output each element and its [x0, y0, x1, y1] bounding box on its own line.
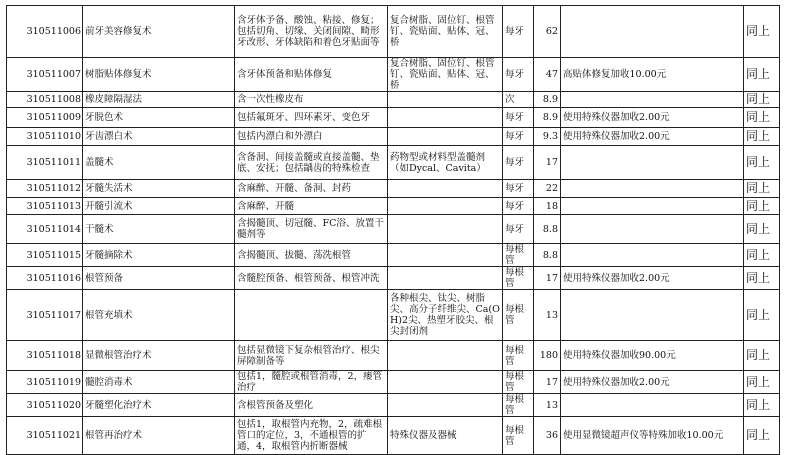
row-unit: 每牙	[503, 146, 534, 180]
table-row	[7, 146, 780, 180]
row-price: 13	[534, 290, 561, 341]
row-content: 含牙体予备、酸蚀、粘接、修复；包括切角、切缘、关闭间隙、畸形牙改形、牙体缺陷和着色牙贴面等	[235, 6, 388, 58]
row-price: 18	[534, 198, 561, 215]
row-excluded-material	[388, 341, 503, 371]
row-code: 310511019	[7, 371, 83, 394]
row-content: 含麻醉、开髓	[235, 198, 388, 215]
fee-table	[6, 5, 780, 455]
row-code: 310511014	[7, 215, 83, 244]
table-row	[7, 371, 780, 394]
row-remark: 同上	[744, 290, 780, 341]
row-remark: 同上	[744, 180, 780, 198]
table-row	[7, 6, 780, 58]
row-price: 8.9	[534, 92, 561, 108]
row-excluded-material	[388, 244, 503, 267]
row-note: 使用显微镜超声仪等特殊加收10.00元	[561, 417, 744, 455]
row-price: 9.3	[534, 128, 561, 146]
table-row	[7, 394, 780, 417]
table-row	[7, 128, 780, 146]
row-item-name: 显微根管治疗术	[83, 341, 235, 371]
table-row	[7, 215, 780, 244]
table-row	[7, 267, 780, 290]
row-price: 17	[534, 267, 561, 290]
row-excluded-material	[388, 128, 503, 146]
row-content: 包括内漂白和外漂白	[235, 128, 388, 146]
row-note: 使用特殊仪器加收2.00元	[561, 128, 744, 146]
row-note: 使用特殊仪器加收2.00元	[561, 267, 744, 290]
row-code: 310511018	[7, 341, 83, 371]
row-code: 310511013	[7, 198, 83, 215]
row-remark: 同上	[744, 128, 780, 146]
row-price: 13	[534, 394, 561, 417]
row-code: 310511015	[7, 244, 83, 267]
fee-table-body	[7, 6, 780, 455]
row-unit: 每根管	[503, 290, 534, 341]
row-item-name: 树脂贴体修复术	[83, 58, 235, 92]
row-content: 含牙体预备和贴体修复	[235, 58, 388, 92]
row-remark: 同上	[744, 394, 780, 417]
row-note	[561, 394, 744, 417]
row-unit: 每根管	[503, 394, 534, 417]
row-price: 180	[534, 341, 561, 371]
row-content: 含根管预备及塑化	[235, 394, 388, 417]
row-item-name: 前牙美容修复术	[83, 6, 235, 58]
row-price: 62	[534, 6, 561, 58]
row-item-name: 牙脱色术	[83, 108, 235, 128]
row-unit: 每牙	[503, 6, 534, 58]
row-unit: 每牙	[503, 108, 534, 128]
row-content: 包括显微镜下复杂根管治疗、根尖屏障制备等	[235, 341, 388, 371]
row-item-name: 盖髓术	[83, 146, 235, 180]
row-excluded-material	[388, 92, 503, 108]
row-note: 使用特殊仪器加收2.00元	[561, 108, 744, 128]
row-excluded-material: 各种根尖、钛尖、树脂尖、高分子纤维尖、Ca(OH)2尖、热塑牙胶尖、根尖封闭剂	[388, 290, 503, 341]
table-row	[7, 341, 780, 371]
row-excluded-material	[388, 108, 503, 128]
table-row	[7, 92, 780, 108]
row-price: 8.8	[534, 215, 561, 244]
row-unit: 每牙	[503, 198, 534, 215]
row-unit: 次	[503, 92, 534, 108]
row-item-name: 开髓引流术	[83, 198, 235, 215]
row-code: 310511012	[7, 180, 83, 198]
row-code: 310511016	[7, 267, 83, 290]
row-price: 8.8	[534, 244, 561, 267]
row-remark: 同上	[744, 92, 780, 108]
row-content: 包括1，取根管内充物，2，疏难根管口的定位，3，不通根管的扩通，4，取根管内折断器械	[235, 417, 388, 455]
row-note	[561, 6, 744, 58]
row-excluded-material: 特殊仪器及器械	[388, 417, 503, 455]
row-unit: 每牙	[503, 180, 534, 198]
table-row	[7, 244, 780, 267]
row-excluded-material	[388, 371, 503, 394]
row-content	[235, 290, 388, 341]
row-price: 36	[534, 417, 561, 455]
row-excluded-material	[388, 267, 503, 290]
row-item-name: 髓腔消毒术	[83, 371, 235, 394]
row-unit: 每牙	[503, 128, 534, 146]
row-item-name: 干髓术	[83, 215, 235, 244]
row-note	[561, 215, 744, 244]
row-note	[561, 290, 744, 341]
row-remark: 同上	[744, 244, 780, 267]
row-note	[561, 198, 744, 215]
row-excluded-material	[388, 394, 503, 417]
row-unit: 每根管	[503, 371, 534, 394]
row-item-name: 根管预备	[83, 267, 235, 290]
row-price: 47	[534, 58, 561, 92]
row-note	[561, 92, 744, 108]
row-unit: 每根管	[503, 417, 534, 455]
table-row	[7, 180, 780, 198]
row-note: 高贴体修复加收10.00元	[561, 58, 744, 92]
row-price: 8.9	[534, 108, 561, 128]
row-item-name: 牙髓摘除术	[83, 244, 235, 267]
row-remark: 同上	[744, 341, 780, 371]
row-content: 含麻醉、开髓、备洞、封药	[235, 180, 388, 198]
row-note	[561, 180, 744, 198]
row-content: 含髓腔预备、根管预备、根管冲洗	[235, 267, 388, 290]
table-row	[7, 198, 780, 215]
row-item-name: 橡皮障隔湿法	[83, 92, 235, 108]
row-note: 使用特殊仪器加收2.00元	[561, 371, 744, 394]
row-remark: 同上	[744, 371, 780, 394]
row-remark: 同上	[744, 198, 780, 215]
row-code: 310511007	[7, 58, 83, 92]
row-note	[561, 244, 744, 267]
row-code: 310511010	[7, 128, 83, 146]
row-item-name: 牙髓失活术	[83, 180, 235, 198]
row-price: 22	[534, 180, 561, 198]
row-remark: 同上	[744, 108, 780, 128]
row-remark: 同上	[744, 215, 780, 244]
row-note: 使用特殊仪器加收90.00元	[561, 341, 744, 371]
row-code: 310511017	[7, 290, 83, 341]
row-item-name: 牙髓塑化治疗术	[83, 394, 235, 417]
row-code: 310511011	[7, 146, 83, 180]
row-item-name: 根管充填术	[83, 290, 235, 341]
row-excluded-material	[388, 198, 503, 215]
row-content: 含一次性橡皮布	[235, 92, 388, 108]
row-item-name: 牙齿漂白术	[83, 128, 235, 146]
row-code: 310511020	[7, 394, 83, 417]
row-excluded-material: 药物型或材料型盖髓剂（如Dycal、Cavita）	[388, 146, 503, 180]
row-remark: 同上	[744, 6, 780, 58]
row-unit: 每根管	[503, 267, 534, 290]
row-unit: 每根管	[503, 341, 534, 371]
row-note	[561, 146, 744, 180]
row-remark: 同上	[744, 417, 780, 455]
fee-table-container	[6, 5, 780, 455]
row-excluded-material: 复合树脂、固位钉、根管钉、瓷贴面、贴体、冠、桥	[388, 6, 503, 58]
row-remark: 同上	[744, 146, 780, 180]
row-content: 含揭髓顶、拔髓、荡洗根管	[235, 244, 388, 267]
row-excluded-material	[388, 215, 503, 244]
row-content: 含备洞、间接盖髓或直接盖髓、垫底、安抚；包括龋齿的特殊检查	[235, 146, 388, 180]
row-unit: 每牙	[503, 58, 534, 92]
row-unit: 每根管	[503, 244, 534, 267]
row-remark: 同上	[744, 267, 780, 290]
table-row	[7, 290, 780, 341]
table-row	[7, 417, 780, 455]
row-price: 17	[534, 371, 561, 394]
row-excluded-material	[388, 180, 503, 198]
row-price: 17	[534, 146, 561, 180]
row-code: 310511006	[7, 6, 83, 58]
row-remark: 同上	[744, 58, 780, 92]
row-unit: 每牙	[503, 215, 534, 244]
row-content: 含揭髓顶、切冠髓、FC浴、放置干髓剂等	[235, 215, 388, 244]
row-excluded-material: 复合树脂、固位钉、根管钉、瓷贴面、贴体、冠、桥	[388, 58, 503, 92]
row-content: 包括1，髓腔或根管消毒，2，瘘管治疗	[235, 371, 388, 394]
row-content: 包括氟斑牙、四环素牙、变色牙	[235, 108, 388, 128]
row-code: 310511008	[7, 92, 83, 108]
row-item-name: 根管再治疗术	[83, 417, 235, 455]
row-code: 310511021	[7, 417, 83, 455]
table-row	[7, 108, 780, 128]
row-code: 310511009	[7, 108, 83, 128]
table-row	[7, 58, 780, 92]
